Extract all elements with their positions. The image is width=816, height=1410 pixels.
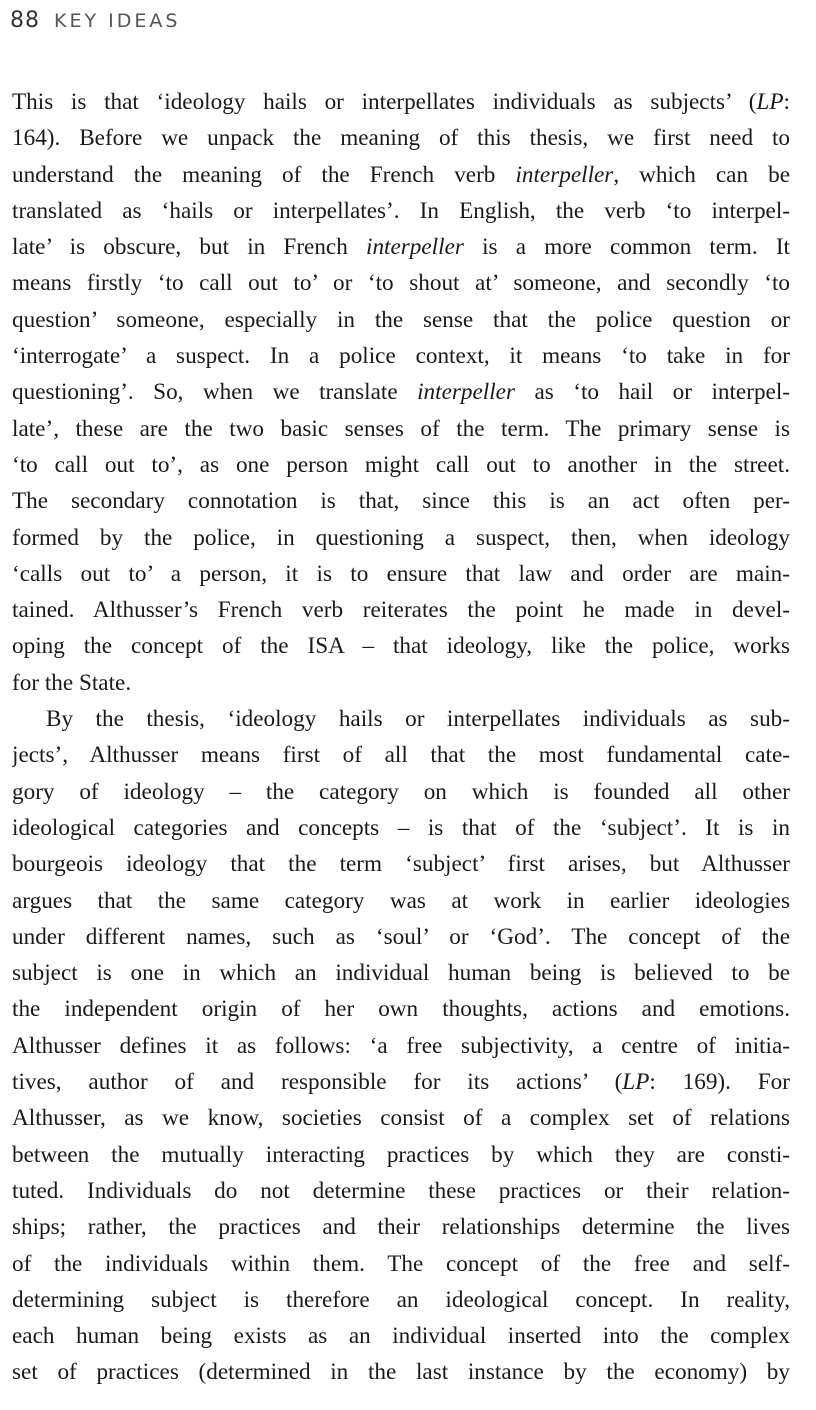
text-line — [12, 302, 790, 338]
text-segment: translated as ‘hails or interpellates’. In English, the verb ‘to interpel- — [12, 197, 790, 224]
text-line — [12, 774, 790, 810]
text-line — [12, 556, 790, 592]
text-segment: oping the concept of the ISA – that ideology, like the police, works — [12, 633, 790, 660]
text-segment: set of practices (determined in the last instance by the economy) by — [12, 1359, 790, 1386]
text-segment: : 169). For — [649, 1069, 790, 1096]
text-line — [12, 157, 790, 193]
text-line — [12, 193, 790, 229]
body-text — [12, 84, 790, 1391]
text-line — [12, 1028, 790, 1064]
running-head — [10, 8, 180, 34]
page-number: 88 — [10, 8, 40, 33]
text-segment: Althusser defines it as follows: ‘a free subjectivity, a centre of initia- — [12, 1032, 790, 1059]
text-line — [12, 955, 790, 991]
text-line — [12, 737, 790, 773]
text-line — [12, 1246, 790, 1282]
text-segment: of the individuals within them. The concept of the free and self- — [12, 1250, 790, 1277]
text-line — [12, 592, 790, 628]
text-line — [12, 265, 790, 301]
text-line — [12, 991, 790, 1027]
text-segment: subject is one in which an individual human being is believed to be — [12, 960, 790, 987]
text-line — [12, 810, 790, 846]
text-segment: as ‘to hail or interpel- — [515, 379, 790, 406]
text-segment: , which can be — [613, 161, 790, 188]
text-segment: ‘interrogate’ a suspect. In a police context, it means ‘to take in for — [12, 343, 790, 370]
text-segment: This is that ‘ideology hails or interpellates individuals as subjects’ ( — [12, 89, 757, 115]
text-line — [12, 701, 790, 737]
text-segment: formed by the police, in questioning a suspect, then, when ideology — [12, 524, 790, 551]
text-line — [12, 1064, 790, 1100]
text-segment: each human being exists as an individual inserted into the complex — [12, 1323, 790, 1350]
text-line — [12, 1282, 790, 1318]
text-line — [12, 883, 790, 919]
text-segment: tained. Althusser’s French verb reiterates the point he made in devel- — [12, 597, 790, 624]
text-line — [12, 1173, 790, 1209]
italic-term: interpeller — [417, 379, 515, 406]
text-line — [12, 1209, 790, 1245]
running-title: KEY IDEAS — [54, 10, 181, 32]
text-line — [12, 1100, 790, 1136]
text-segment: is a more common term. It — [463, 234, 790, 261]
text-line — [12, 1354, 790, 1390]
text-line — [12, 846, 790, 882]
text-line — [12, 1318, 790, 1354]
text-line — [12, 483, 790, 519]
text-line — [12, 84, 790, 120]
italic-term: LP — [756, 89, 784, 115]
text-line — [12, 665, 790, 701]
text-segment: ships; rather, the practices and their relationships determine the lives — [12, 1214, 790, 1241]
italic-term: LP — [622, 1069, 650, 1096]
text-segment: between the mutually interacting practices by which they are consti- — [12, 1141, 790, 1168]
text-segment: The secondary connotation is that, since this is an act often per- — [12, 488, 790, 515]
text-segment: determining subject is therefore an ideological concept. In reality, — [12, 1286, 790, 1313]
text-segment: tives, author of and responsible for its actions’ ( — [12, 1069, 623, 1096]
text-segment: bourgeois ideology that the term ‘subject’ first arises, but Althusser — [12, 851, 790, 878]
text-line — [12, 447, 790, 483]
text-segment: 164). Before we unpack the meaning of this thesis, we first need to — [12, 125, 790, 152]
text-line — [12, 919, 790, 955]
text-line — [12, 374, 790, 410]
text-segment: questioning’. So, when we translate — [12, 379, 418, 406]
text-line — [12, 120, 790, 156]
text-segment: ‘to call out to’, as one person might call out to another in the street. — [12, 451, 790, 478]
italic-term: interpeller — [366, 234, 464, 261]
text-line — [12, 1137, 790, 1173]
text-segment: late’, these are the two basic senses of the term. The primary sense is — [12, 415, 790, 442]
text-segment: ‘calls out to’ a person, it is to ensure that law and order are main- — [12, 560, 790, 587]
italic-term: interpeller — [515, 161, 614, 188]
text-segment: under different names, such as ‘soul’ or ‘God’. The concept of the — [12, 923, 790, 950]
text-segment: the independent origin of her own thoughts, actions and emotions. — [12, 996, 790, 1023]
text-line — [12, 229, 790, 265]
text-line — [12, 628, 790, 664]
text-segment: understand the meaning of the French verb — [12, 161, 516, 188]
text-segment: late’ is obscure, but in French — [12, 234, 366, 261]
text-segment: By the thesis, ‘ideology hails or interpellates individuals as sub- — [46, 706, 790, 733]
text-segment: gory of ideology – the category on which is founded all other — [12, 778, 790, 805]
text-segment: for the State. — [12, 669, 132, 696]
text-segment: means firstly ‘to call out to’ or ‘to shout at’ someone, and secondly ‘to — [12, 270, 790, 297]
text-segment: : — [783, 89, 790, 115]
text-line — [12, 520, 790, 556]
text-line — [12, 338, 790, 374]
text-segment: Althusser, as we know, societies consist of a complex set of relations — [12, 1105, 790, 1132]
text-segment: jects’, Althusser means first of all that the most fundamental cate- — [12, 742, 790, 769]
text-segment: tuted. Individuals do not determine these practices or their relation- — [12, 1177, 790, 1204]
text-segment: question’ someone, especially in the sense that the police question or — [12, 306, 790, 333]
text-line — [12, 411, 790, 447]
text-segment: argues that the same category was at work in earlier ideologies — [12, 887, 790, 914]
text-segment: ideological categories and concepts – is that of the ‘subject’. It is in — [12, 814, 790, 841]
